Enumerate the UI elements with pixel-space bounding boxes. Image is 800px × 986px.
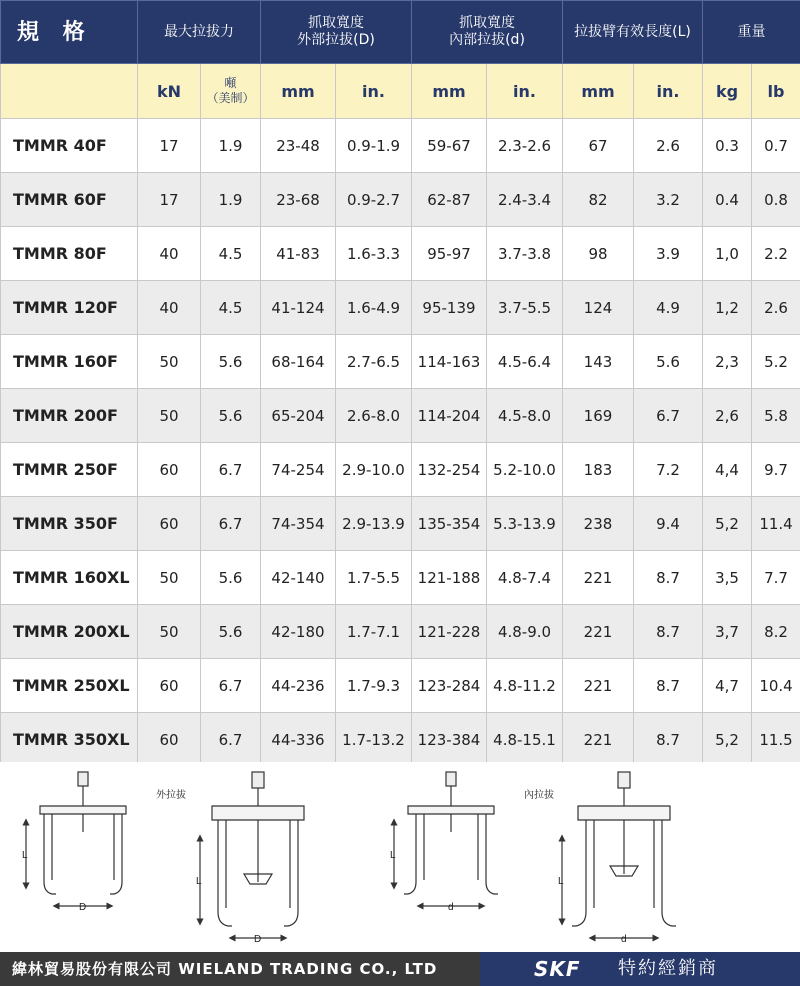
- cell-inner-in: 5.3-13.9: [487, 497, 563, 551]
- footer-bar: [0, 952, 800, 986]
- cell-force-kn: 40: [138, 227, 201, 281]
- cell-model: TMMR 200F: [1, 389, 138, 443]
- header-spec: 規 格: [1, 1, 138, 64]
- cell-outer-mm: 44-336: [261, 713, 336, 767]
- header-row: [1, 1, 800, 64]
- cell-inner-in: 2.4-3.4: [487, 173, 563, 227]
- outer-pull-label: 外拉拔: [156, 790, 186, 801]
- dim-l-label-1: L: [22, 850, 28, 861]
- cell-force-ton: 6.7: [201, 443, 261, 497]
- cell-force-ton: 5.6: [201, 335, 261, 389]
- header-inner-width: [412, 1, 563, 64]
- cell-outer-in: 2.6-8.0: [336, 389, 412, 443]
- inner-puller-large-icon: [572, 772, 676, 926]
- dim-d-inner-label-2: d: [621, 934, 627, 945]
- header-weight: 重量: [703, 1, 800, 64]
- cell-arm-mm: 98: [563, 227, 634, 281]
- cell-arm-in: 8.7: [634, 551, 703, 605]
- cell-outer-in: 0.9-1.9: [336, 119, 412, 173]
- cell-weight-lb: 8.2: [752, 605, 800, 659]
- cell-model: TMMR 80F: [1, 227, 138, 281]
- cell-outer-in: 1.7-7.1: [336, 605, 412, 659]
- cell-model: TMMR 60F: [1, 173, 138, 227]
- cell-force-kn: 50: [138, 389, 201, 443]
- cell-weight-kg: 1,2: [703, 281, 752, 335]
- cell-arm-mm: 124: [563, 281, 634, 335]
- table-row: [1, 389, 800, 443]
- cell-inner-mm: 123-384: [412, 713, 487, 767]
- cell-weight-lb: 0.7: [752, 119, 800, 173]
- cell-weight-kg: 2,3: [703, 335, 752, 389]
- cell-outer-in: 0.9-2.7: [336, 173, 412, 227]
- cell-outer-mm: 65-204: [261, 389, 336, 443]
- cell-outer-mm: 68-164: [261, 335, 336, 389]
- cell-arm-in: 3.2: [634, 173, 703, 227]
- unit-in-arm: in.: [634, 64, 703, 119]
- cell-weight-kg: 1,0: [703, 227, 752, 281]
- cell-force-ton: 4.5: [201, 281, 261, 335]
- cell-inner-mm: 132-254: [412, 443, 487, 497]
- cell-force-kn: 40: [138, 281, 201, 335]
- unit-in-outer: in.: [336, 64, 412, 119]
- cell-inner-mm: 121-188: [412, 551, 487, 605]
- cell-inner-in: 4.8-9.0: [487, 605, 563, 659]
- cell-inner-in: 4.8-7.4: [487, 551, 563, 605]
- cell-weight-lb: 5.8: [752, 389, 800, 443]
- cell-inner-mm: 135-354: [412, 497, 487, 551]
- cell-arm-in: 8.7: [634, 659, 703, 713]
- cell-arm-in: 9.4: [634, 497, 703, 551]
- cell-weight-lb: 7.7: [752, 551, 800, 605]
- cell-arm-in: 5.6: [634, 335, 703, 389]
- cell-outer-in: 1.7-9.3: [336, 659, 412, 713]
- unit-row: [1, 64, 800, 119]
- cell-outer-in: 2.9-13.9: [336, 497, 412, 551]
- cell-model: TMMR 250F: [1, 443, 138, 497]
- unit-ton-line2: （美制）: [206, 91, 255, 105]
- cell-inner-mm: 62-87: [412, 173, 487, 227]
- cell-weight-kg: 4,4: [703, 443, 752, 497]
- dim-l-label-3: L: [390, 850, 396, 861]
- table-row: [1, 335, 800, 389]
- cell-inner-in: 4.5-8.0: [487, 389, 563, 443]
- cell-weight-kg: 4,7: [703, 659, 752, 713]
- cell-force-ton: 1.9: [201, 119, 261, 173]
- cell-arm-mm: 169: [563, 389, 634, 443]
- table-row: [1, 443, 800, 497]
- cell-arm-mm: 183: [563, 443, 634, 497]
- cell-inner-mm: 114-163: [412, 335, 487, 389]
- header-outer-line1: 抓取寬度: [308, 15, 364, 31]
- table-row: [1, 281, 800, 335]
- cell-force-kn: 50: [138, 605, 201, 659]
- dim-d-outer-label-1: D: [79, 902, 87, 913]
- cell-arm-mm: 221: [563, 713, 634, 767]
- cell-weight-kg: 0.4: [703, 173, 752, 227]
- cell-force-ton: 4.5: [201, 227, 261, 281]
- footer-company: 緯林貿易股份有限公司 WIELAND TRADING CO., LTD: [0, 952, 480, 986]
- table-row: [1, 497, 800, 551]
- footer-dealer-block: [480, 952, 800, 986]
- header-inner-line2: 內部拉拔(d): [449, 32, 525, 48]
- cell-inner-in: 4.5-6.4: [487, 335, 563, 389]
- cell-force-ton: 6.7: [201, 659, 261, 713]
- cell-inner-mm: 95-97: [412, 227, 487, 281]
- dim-d-inner-label-1: d: [448, 902, 454, 913]
- cell-inner-in: 5.2-10.0: [487, 443, 563, 497]
- cell-inner-mm: 59-67: [412, 119, 487, 173]
- unit-mm-outer: mm: [261, 64, 336, 119]
- table-row: [1, 659, 800, 713]
- cell-inner-in: 2.3-2.6: [487, 119, 563, 173]
- cell-force-ton: 5.6: [201, 389, 261, 443]
- cell-model: TMMR 200XL: [1, 605, 138, 659]
- cell-model: TMMR 250XL: [1, 659, 138, 713]
- outer-puller-large-icon: [212, 772, 304, 926]
- cell-model: TMMR 120F: [1, 281, 138, 335]
- cell-force-kn: 50: [138, 335, 201, 389]
- cell-outer-in: 1.7-13.2: [336, 713, 412, 767]
- header-max-force: 最大拉拔力: [138, 1, 261, 64]
- cell-inner-in: 3.7-5.5: [487, 281, 563, 335]
- cell-outer-in: 1.7-5.5: [336, 551, 412, 605]
- header-arm-length: 拉拔臂有效長度(L): [563, 1, 703, 64]
- cell-arm-mm: 221: [563, 551, 634, 605]
- cell-weight-lb: 9.7: [752, 443, 800, 497]
- data-rows: [1, 119, 800, 767]
- cell-inner-in: 4.8-15.1: [487, 713, 563, 767]
- cell-outer-mm: 44-236: [261, 659, 336, 713]
- cell-weight-lb: 5.2: [752, 335, 800, 389]
- unit-ton: [201, 64, 261, 119]
- cell-weight-lb: 2.6: [752, 281, 800, 335]
- cell-arm-in: 3.9: [634, 227, 703, 281]
- cell-inner-in: 4.8-11.2: [487, 659, 563, 713]
- cell-outer-mm: 74-254: [261, 443, 336, 497]
- cell-inner-mm: 114-204: [412, 389, 487, 443]
- table-row: [1, 605, 800, 659]
- unit-mm-inner: mm: [412, 64, 487, 119]
- cell-arm-in: 6.7: [634, 389, 703, 443]
- cell-outer-mm: 41-124: [261, 281, 336, 335]
- cell-weight-kg: 5,2: [703, 713, 752, 767]
- header-inner-line1: 抓取寬度: [459, 15, 515, 31]
- cell-outer-in: 1.6-3.3: [336, 227, 412, 281]
- puller-diagram-svg: [0, 762, 800, 952]
- cell-model: TMMR 40F: [1, 119, 138, 173]
- cell-outer-in: 1.6-4.9: [336, 281, 412, 335]
- cell-inner-in: 3.7-3.8: [487, 227, 563, 281]
- cell-arm-mm: 143: [563, 335, 634, 389]
- cell-force-kn: 60: [138, 659, 201, 713]
- cell-outer-in: 2.9-10.0: [336, 443, 412, 497]
- unit-kg: kg: [703, 64, 752, 119]
- cell-force-ton: 6.7: [201, 713, 261, 767]
- cell-model: TMMR 160F: [1, 335, 138, 389]
- cell-arm-mm: 221: [563, 605, 634, 659]
- cell-weight-lb: 11.4: [752, 497, 800, 551]
- cell-weight-lb: 11.5: [752, 713, 800, 767]
- cell-force-ton: 5.6: [201, 605, 261, 659]
- cell-force-kn: 17: [138, 119, 201, 173]
- inner-pull-label: 內拉拔: [524, 790, 554, 801]
- cell-weight-lb: 10.4: [752, 659, 800, 713]
- cell-arm-mm: 221: [563, 659, 634, 713]
- puller-diagrams: [0, 762, 800, 952]
- cell-weight-kg: 2,6: [703, 389, 752, 443]
- cell-model: TMMR 350F: [1, 497, 138, 551]
- cell-inner-mm: 95-139: [412, 281, 487, 335]
- cell-weight-kg: 0.3: [703, 119, 752, 173]
- dim-l-label-2: L: [196, 876, 202, 887]
- cell-force-ton: 1.9: [201, 173, 261, 227]
- cell-force-kn: 60: [138, 443, 201, 497]
- cell-weight-kg: 5,2: [703, 497, 752, 551]
- cell-outer-in: 2.7-6.5: [336, 335, 412, 389]
- cell-arm-mm: 67: [563, 119, 634, 173]
- cell-outer-mm: 41-83: [261, 227, 336, 281]
- cell-force-ton: 5.6: [201, 551, 261, 605]
- unit-empty: [1, 64, 138, 119]
- dim-d-outer-label-2: D: [254, 934, 262, 945]
- dim-l-label-4: L: [558, 876, 564, 887]
- cell-force-kn: 60: [138, 713, 201, 767]
- table-row: [1, 119, 800, 173]
- cell-arm-in: 8.7: [634, 713, 703, 767]
- cell-inner-mm: 121-228: [412, 605, 487, 659]
- unit-in-inner: in.: [487, 64, 563, 119]
- cell-force-kn: 50: [138, 551, 201, 605]
- cell-force-kn: 60: [138, 497, 201, 551]
- cell-weight-lb: 0.8: [752, 173, 800, 227]
- cell-arm-in: 8.7: [634, 605, 703, 659]
- outer-puller-small-icon: [40, 772, 126, 894]
- unit-mm-arm: mm: [563, 64, 634, 119]
- cell-inner-mm: 123-284: [412, 659, 487, 713]
- unit-kn: kN: [138, 64, 201, 119]
- cell-outer-mm: 23-48: [261, 119, 336, 173]
- table-row: [1, 173, 800, 227]
- table-row: [1, 713, 800, 767]
- cell-outer-mm: 42-140: [261, 551, 336, 605]
- cell-weight-kg: 3,5: [703, 551, 752, 605]
- cell-arm-in: 4.9: [634, 281, 703, 335]
- cell-force-kn: 17: [138, 173, 201, 227]
- cell-arm-in: 7.2: [634, 443, 703, 497]
- cell-outer-mm: 42-180: [261, 605, 336, 659]
- footer-dealer: 特約經銷商: [618, 958, 718, 979]
- table-row: [1, 227, 800, 281]
- cell-outer-mm: 23-68: [261, 173, 336, 227]
- skf-logo: SKF: [534, 957, 581, 981]
- cell-weight-lb: 2.2: [752, 227, 800, 281]
- cell-weight-kg: 3,7: [703, 605, 752, 659]
- cell-model: TMMR 350XL: [1, 713, 138, 767]
- cell-arm-mm: 238: [563, 497, 634, 551]
- cell-outer-mm: 74-354: [261, 497, 336, 551]
- unit-ton-line1: 噸: [224, 76, 237, 90]
- header-outer-width: [261, 1, 412, 64]
- unit-lb: lb: [752, 64, 800, 119]
- cell-arm-mm: 82: [563, 173, 634, 227]
- table-row: [1, 551, 800, 605]
- header-outer-line2: 外部拉拔(D): [297, 32, 375, 48]
- inner-puller-small-icon: [404, 772, 498, 894]
- cell-arm-in: 2.6: [634, 119, 703, 173]
- cell-model: TMMR 160XL: [1, 551, 138, 605]
- cell-force-ton: 6.7: [201, 497, 261, 551]
